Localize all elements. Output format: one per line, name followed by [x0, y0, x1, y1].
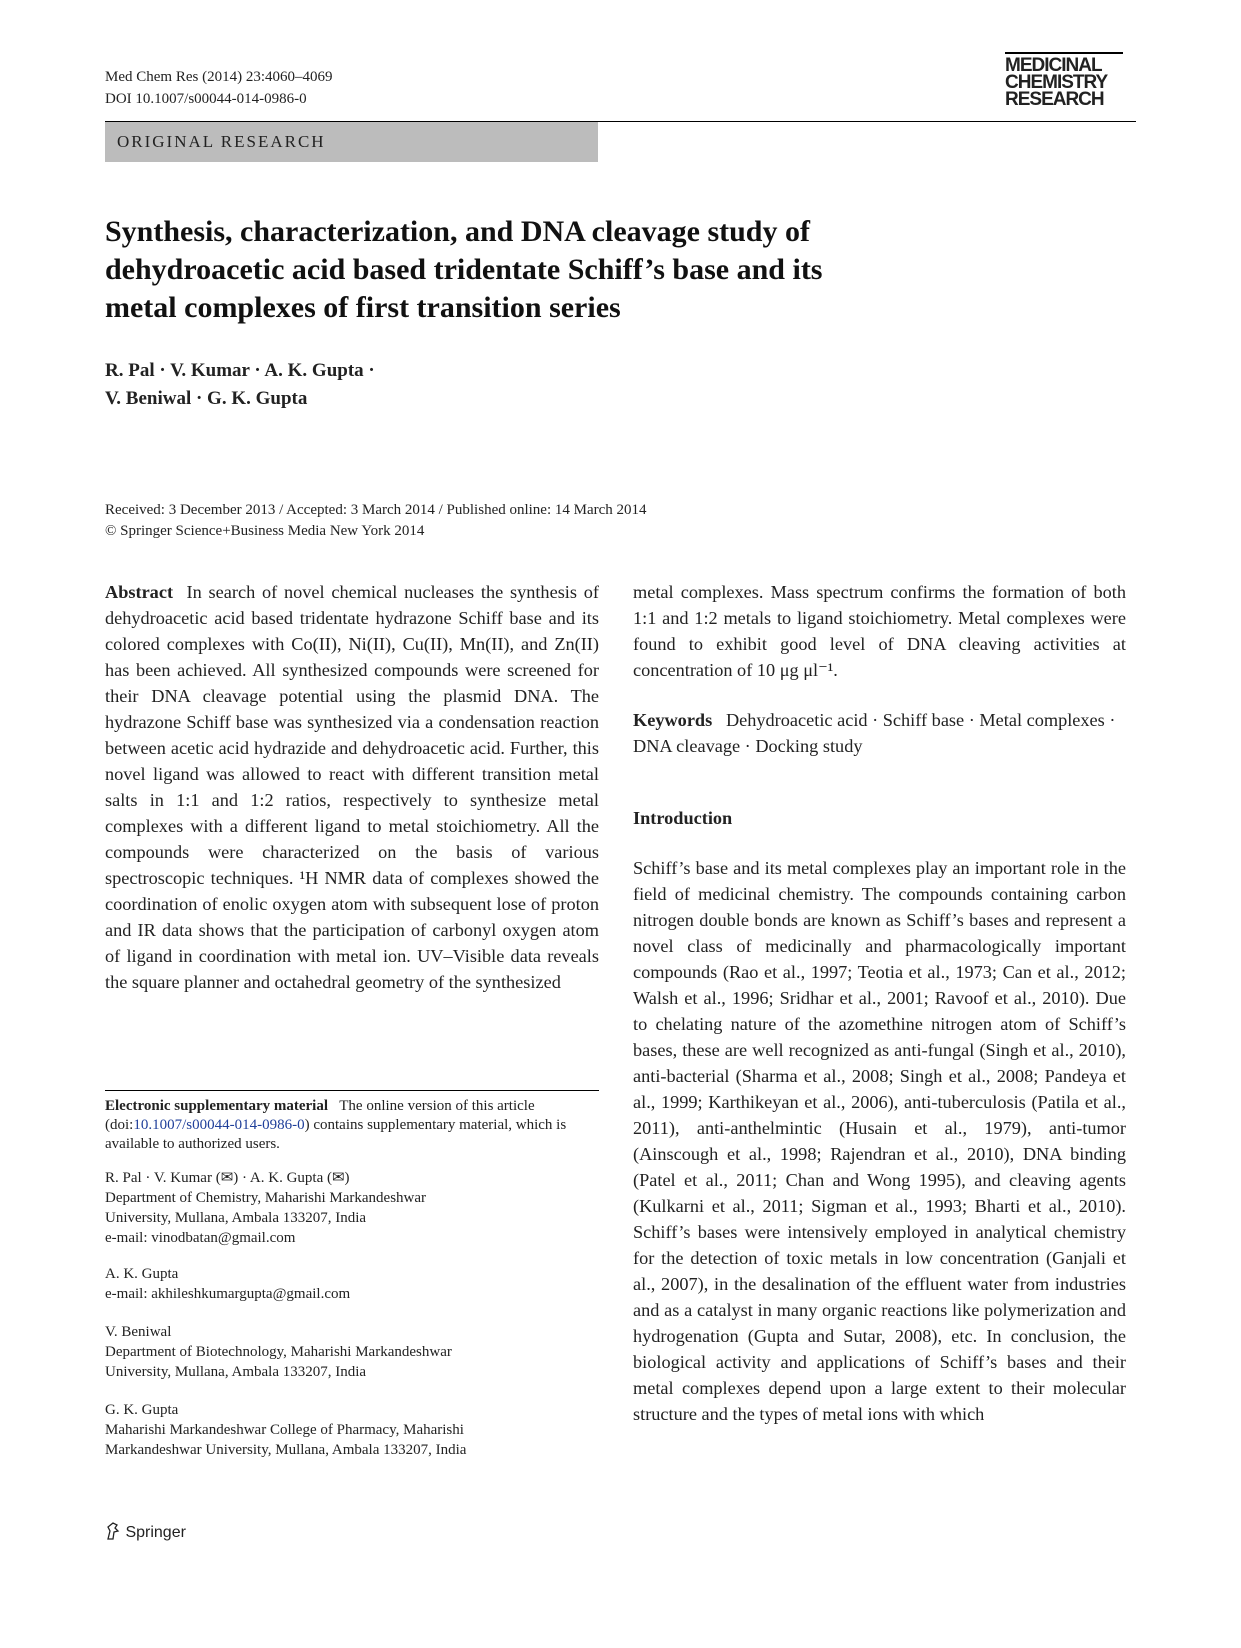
- affiliation-2: A. K. Gupta e-mail: akhileshkumargupta@gmail.com: [105, 1264, 599, 1304]
- email-link[interactable]: e-mail: vinodbatan@gmail.com: [105, 1230, 296, 1246]
- copyright: © Springer Science+Business Media New York 2014: [105, 523, 425, 539]
- article-dates: [105, 500, 647, 542]
- publisher-footer: [105, 1522, 186, 1542]
- email-link[interactable]: e-mail: akhileshkumargupta@gmail.com: [105, 1286, 351, 1302]
- journal-logo: MEDICINAL CHEMISTRY RESEARCH: [1005, 52, 1123, 108]
- affiliation-4: G. K. Gupta Maharishi Markandeshwar College of Pharmacy, Maharishi Markandeshwar University, Mullana, Ambala 133207, India: [105, 1402, 467, 1458]
- introduction-text: Schiff’s base and its metal complexes play an important role in the field of medicinal chemistry. The compounds containing carbon nitrogen double bonds are known as Schiff’s bases and represent a novel class of medicinally and pharmacologically important compounds (Rao et al., 1997; Teotia et al., 1973; Can et al., 2012; Walsh et al., 1996; Sridhar et al., 2001; Ravoof et al., 2010). Due to chelating nature of the azomethine nitrogen atom of Schiff’s bases, these are well recognized as anti-fungal (Singh et al., 2010), anti-bacterial (Sharma et al., 2008; Singh et al., 2008; Pandeya et al., 1999; Karthikeyan et al., 2006), anti-tuberculosis (Patila et al., 2011), anti-anthelmintic (Husain et al., 1979), anti-tumor (Ainscough et al., 1998; Rajendran et al., 2010), DNA binding (Patel et al., 2011; Chan and Wong 1995), and cleaving agents (Kulkarni et al., 2011; Sigman et al., 1993; Bharti et al., 2010). Schiff’s bases were intensively employed in analytical chemistry for the detection of toxic metals in low concentration (Ganjali et al., 2007), in the desalination of the effluent water from industries and as a catalyst in many organic reactions like polymerization and hydrogenation (Gupta and Sutar, 2008), etc. In conclusion, the biological activity and applications of Schiff’s bases and their metal complexes depend upon a large extent to their molecular structure and the types of metal ions with which: [633, 858, 1126, 1424]
- abstract-text: In search of novel chemical nucleases the synthesis of dehydroacetic acid based tridentate hydrazone Schiff base and its colored complexes with Co(II), Ni(II), Cu(II), Mn(II), and Zn(II) has been achieved. All synthesized compounds were screened for their DNA cleavage potential using the plasmid DNA. The hydrazone Schiff base was synthesized via a condensation reaction between acetic acid hydrazide and dehydroacetic acid. Further, this novel ligand was allowed to react with different transition metal salts in 1:1 and 1:2 ratios, respectively to synthesize metal complexes with a different ligand to metal stoichiometry. All the compounds were characterized on the basis of various spectroscopic techniques. ¹H NMR data of complexes showed the coordination of enolic oxygen atom with subsequent lose of proton and IR data shows that the participation of carbonyl oxygen atom of ligand in coordination with metal ion. UV–Visible data reveals the square planner and octahedral geometry of the synthesized: [105, 582, 599, 992]
- keywords-label: Keywords: [633, 710, 713, 730]
- abstract-left: [105, 579, 599, 995]
- right-column: [633, 579, 1126, 1427]
- article-title: Synthesis, characterization, and DNA cleavage study of dehydroacetic acid based tridentate Schiff’s base and its metal complexes of first transition series: [105, 215, 823, 324]
- citation-volume: Med Chem Res (2014) 23:4060–4069: [105, 69, 333, 85]
- category-banner: ORIGINAL RESEARCH: [105, 122, 598, 162]
- authors: R. Pal · V. Kumar · A. K. Gupta · V. Beniwal · G. K. Gupta: [105, 360, 375, 409]
- keywords-text: Dehydroacetic acid · Schiff base · Metal complexes · DNA cleavage · Docking study: [633, 710, 1116, 756]
- introduction-heading: Introduction: [633, 808, 733, 828]
- supplementary-material-note: Electronic supplementary material The online version of this article (doi:10.1007/s00044-014-0986-0) contains supplementary material, which is available to authorized users.: [105, 1090, 599, 1154]
- affiliation-3: V. Beniwal Department of Biotechnology, Maharishi Markandeshwar University, Mullana, Ambala 133207, India: [105, 1324, 452, 1380]
- citation: [105, 66, 332, 110]
- citation-doi: DOI 10.1007/s00044-014-0986-0: [105, 91, 307, 107]
- abstract-continuation: metal complexes. Mass spectrum confirms the formation of both 1:1 and 1:2 metals to ligand stoichiometry. Metal complexes were found to exhibit good level of DNA cleaving activities at concentration of 10 μg μl⁻¹.: [633, 582, 1126, 680]
- history-dates: Received: 3 December 2013 / Accepted: 3 March 2014 / Published online: 14 March 2014: [105, 502, 647, 518]
- esm-label: Electronic supplementary material: [105, 1098, 329, 1114]
- affiliation-1: R. Pal · V. Kumar (✉) · A. K. Gupta (✉) Department of Chemistry, Maharishi Markandeshwar University, Mullana, Ambala 133207, India e-mail: vinodbatan@gmail.com: [105, 1168, 599, 1248]
- springer-horse-icon: [105, 1522, 121, 1540]
- keywords: [633, 707, 1126, 759]
- doi-link[interactable]: 10.1007/s00044-014-0986-0: [133, 1117, 305, 1133]
- abstract-label: Abstract: [105, 582, 174, 602]
- publisher-name: Springer: [125, 1524, 186, 1541]
